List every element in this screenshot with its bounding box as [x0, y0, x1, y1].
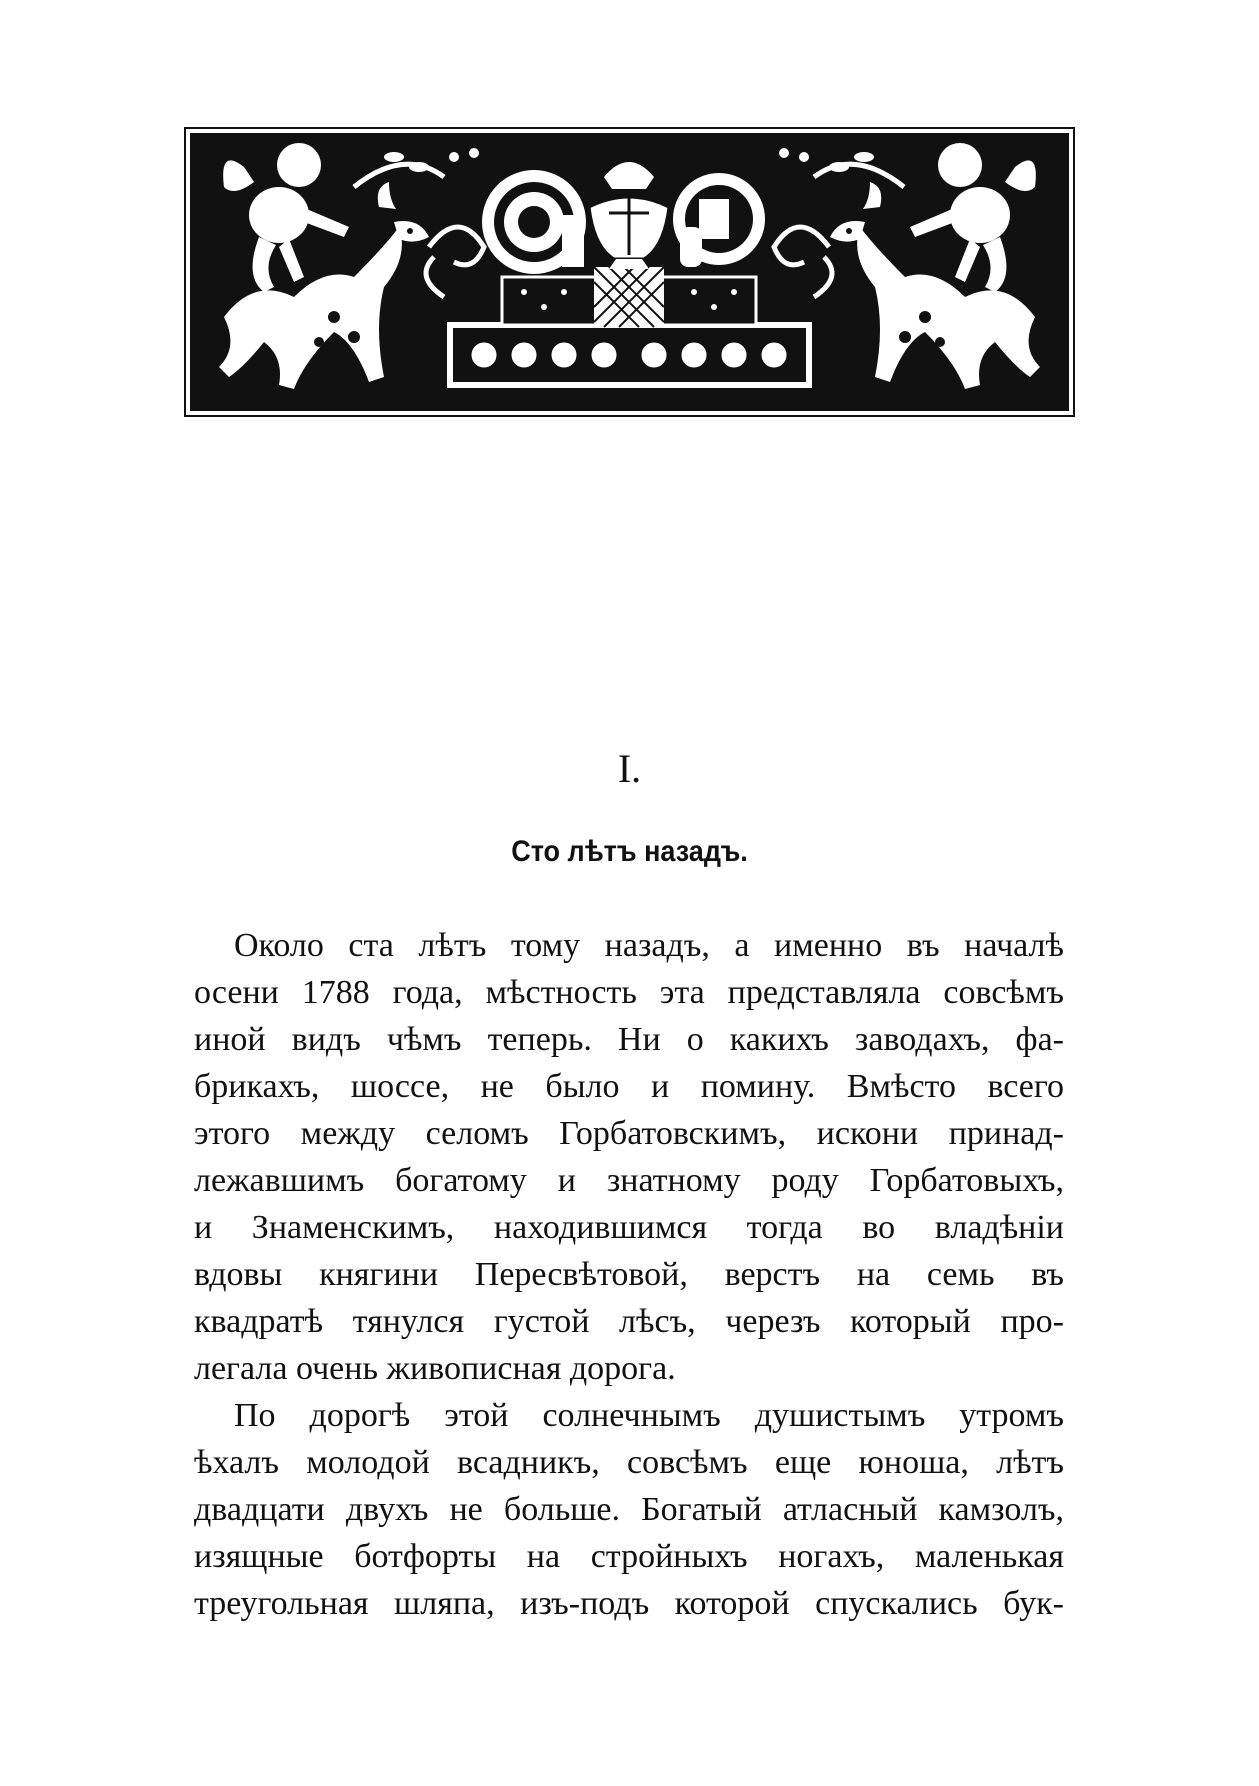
- paragraph: [194, 922, 1064, 1392]
- text-line: брикахъ, шоссе, не было и помину. Вмѣсто всего: [194, 1068, 1064, 1105]
- text-line: квадратѣ тянулся густой лѣсъ, черезъ который про-: [194, 1303, 1064, 1340]
- text-line: Около ста лѣтъ тому назадъ, а именно въ началѣ: [234, 927, 1064, 964]
- text-line: лежавшимъ богатому и знатному роду Горбатовыхъ,: [194, 1162, 1064, 1199]
- ornamental-headpiece: [184, 127, 1075, 417]
- text-line: изящные ботфорты на стройныхъ ногахъ, маленькая: [194, 1538, 1064, 1575]
- ornamental-headpiece-icon: [184, 127, 1075, 417]
- text-line: осени 1788 года, мѣстность эта представляла совсѣмъ: [194, 974, 1064, 1011]
- text-line: По дорогѣ этой солнечнымъ душистымъ утромъ: [234, 1397, 1064, 1434]
- text-line: ѣхалъ молодой всадникъ, совсѣмъ еще юноша, лѣтъ: [194, 1444, 1064, 1481]
- chapter-title: Сто лѣтъ назадъ.: [511, 835, 748, 868]
- text-line: иной видъ чѣмъ теперь. Ни о какихъ заводахъ, фа-: [194, 1021, 1064, 1058]
- text-line: и Знаменскимъ, находившимся тогда во владѣнiи: [194, 1209, 1064, 1246]
- paragraph: [194, 1392, 1064, 1627]
- text-line: легала очень живописная дорога.: [194, 1350, 676, 1387]
- text-line: треугольная шляпа, изъ-подъ которой спускались бук-: [194, 1585, 1064, 1622]
- text-line: двадцати двухъ не больше. Богатый атласный камзолъ,: [194, 1491, 1064, 1528]
- text-line: вдовы княгини Пересвѣтовой, верстъ на семь въ: [194, 1256, 1064, 1293]
- chapter-number: I.: [617, 746, 642, 791]
- text-line: этого между селомъ Горбатовскимъ, искони принад-: [194, 1115, 1064, 1152]
